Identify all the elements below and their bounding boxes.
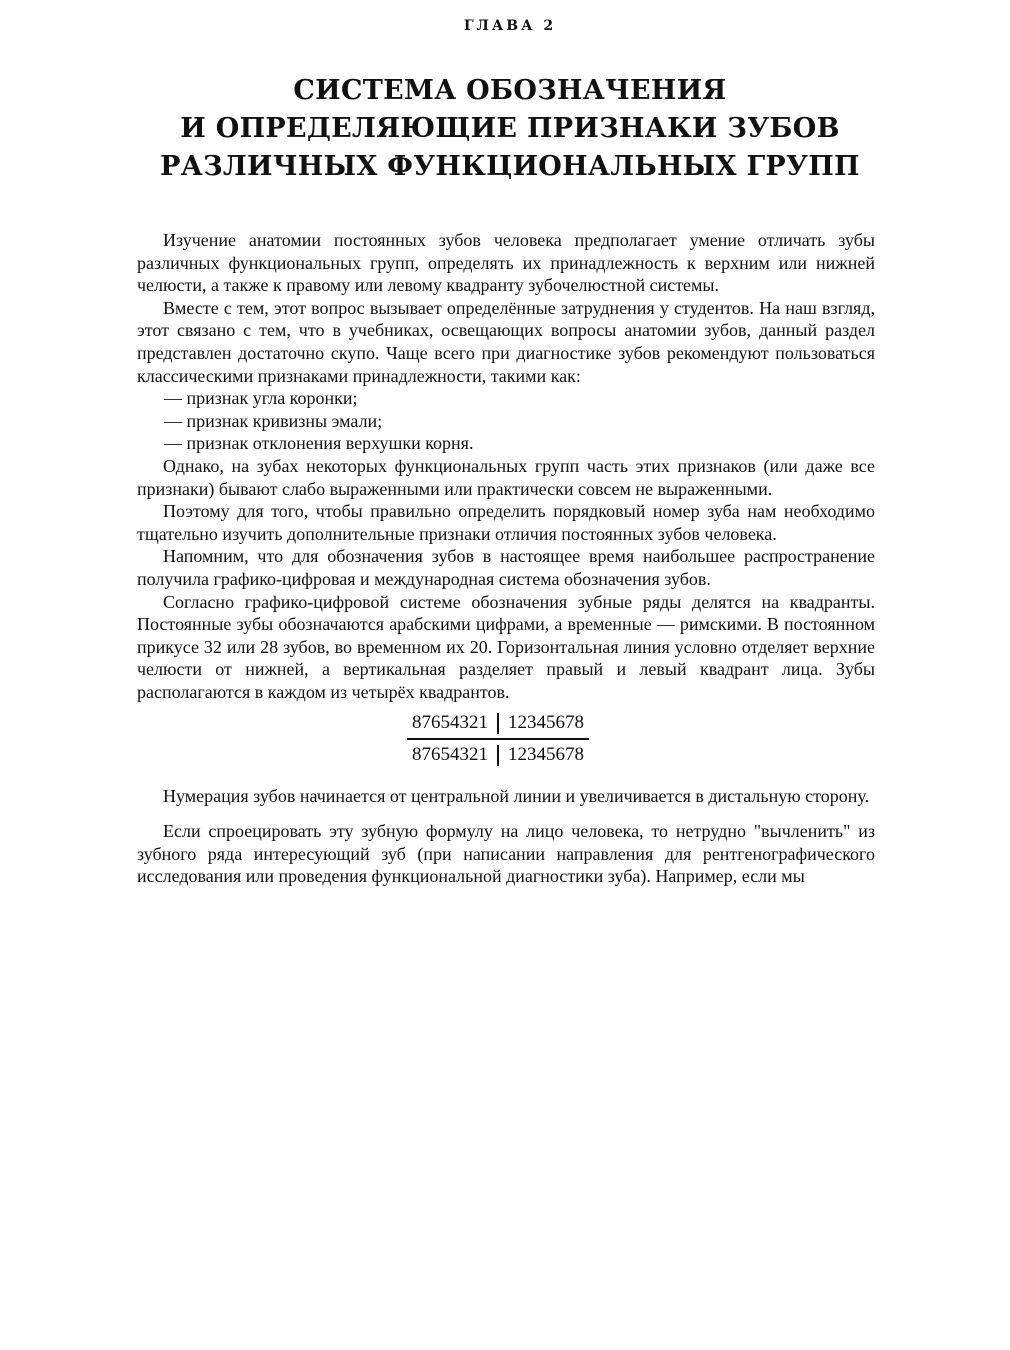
paragraph-4: Поэтому для того, чтобы правильно определить порядковый номер зуба нам необходимо тщательно изучить дополнительные признаки отличия постоянных зубов человека. [137,501,875,544]
paragraph-5: Напомним, что для обозначения зубов в настоящее время наибольшее распространение получила графико-цифровая и международная система обозначения зубов. [137,546,875,589]
paragraph-7: Нумерация зубов начинается от центральной линии и увеличивается в дистальную сторону. [163,786,870,807]
paragraph-8: Если спроецировать эту зубную формулу на лицо человека, то нетрудно "вычленить" из зубного ряда интересующий зуб (при написании направления для рентгенографического исследования или проведения функциональной диагностики зуба). Например, если мы [137,821,875,887]
body-text [137,229,875,888]
title-line-3: РАЗЛИЧНЫХ ФУНКЦИОНАЛЬНЫХ ГРУПП [160,151,860,182]
paragraph-1: Изучение анатомии постоянных зубов человека предполагает умение отличать зубы различных функциональных групп, определять их принадлежность к верхним или нижней челюсти, а также к правому или левому квадранту зубочелюстной системы. [137,230,875,296]
formula-lower-row [398,741,598,769]
formula-vertical-divider [497,745,499,766]
paragraph-6: Согласно графико-цифровой системе обозначения зубные ряды делятся на квадранты. Постоянные зубы обозначаются арабскими цифрами, а временные — римскими. В постоянном прикусе 32 или 28 зубов, во временном их 20. Горизонтальная линия условно отделяет верхние челюсти от нижней, а вертикальная разделяет правый и левый квадрант лица. Зубы располагаются в каждом из четырёх квадрантов. [137,591,875,702]
title-line-2: И ОПРЕДЕЛЯЮЩИЕ ПРИЗНАКИ ЗУБОВ [180,113,840,144]
formula-lower-left: 87654321 [412,744,488,766]
formula-upper-row [398,709,598,737]
title-line-1: СИСТЕМА ОБОЗНАЧЕНИЯ [293,75,727,106]
formula-lower-right: 12345678 [508,744,584,766]
list-item-2: — признак кривизны эмали; [164,410,383,431]
paragraph-2: Вместе с тем, этот вопрос вызывает определённые затруднения у студентов. На наш взгляд, этот связано с тем, что в учебниках, освещающих вопросы анатомии зубов, данный раздел представлен достаточно скупо. Чаще всего при диагностике зубов рекомендуют пользоваться классическими признаками принадлежности, такими как: [137,297,875,386]
list-item-3: — признак отклонения верхушки корня. [164,433,474,454]
formula-horizontal-divider [407,738,589,740]
formula-vertical-divider [497,713,499,734]
chapter-header: ГЛАВА 2 [463,18,557,34]
formula-upper-right: 12345678 [508,712,584,734]
list-item-1: — признак угла коронки; [164,388,358,409]
page-title [0,72,1010,186]
dental-formula [398,709,598,769]
formula-upper-left: 87654321 [412,712,488,734]
paragraph-3: Однако, на зубах некоторых функциональных групп часть этих признаков (или даже все признаки) бывают слабо выраженными или практически совсем не выраженными. [137,455,875,499]
